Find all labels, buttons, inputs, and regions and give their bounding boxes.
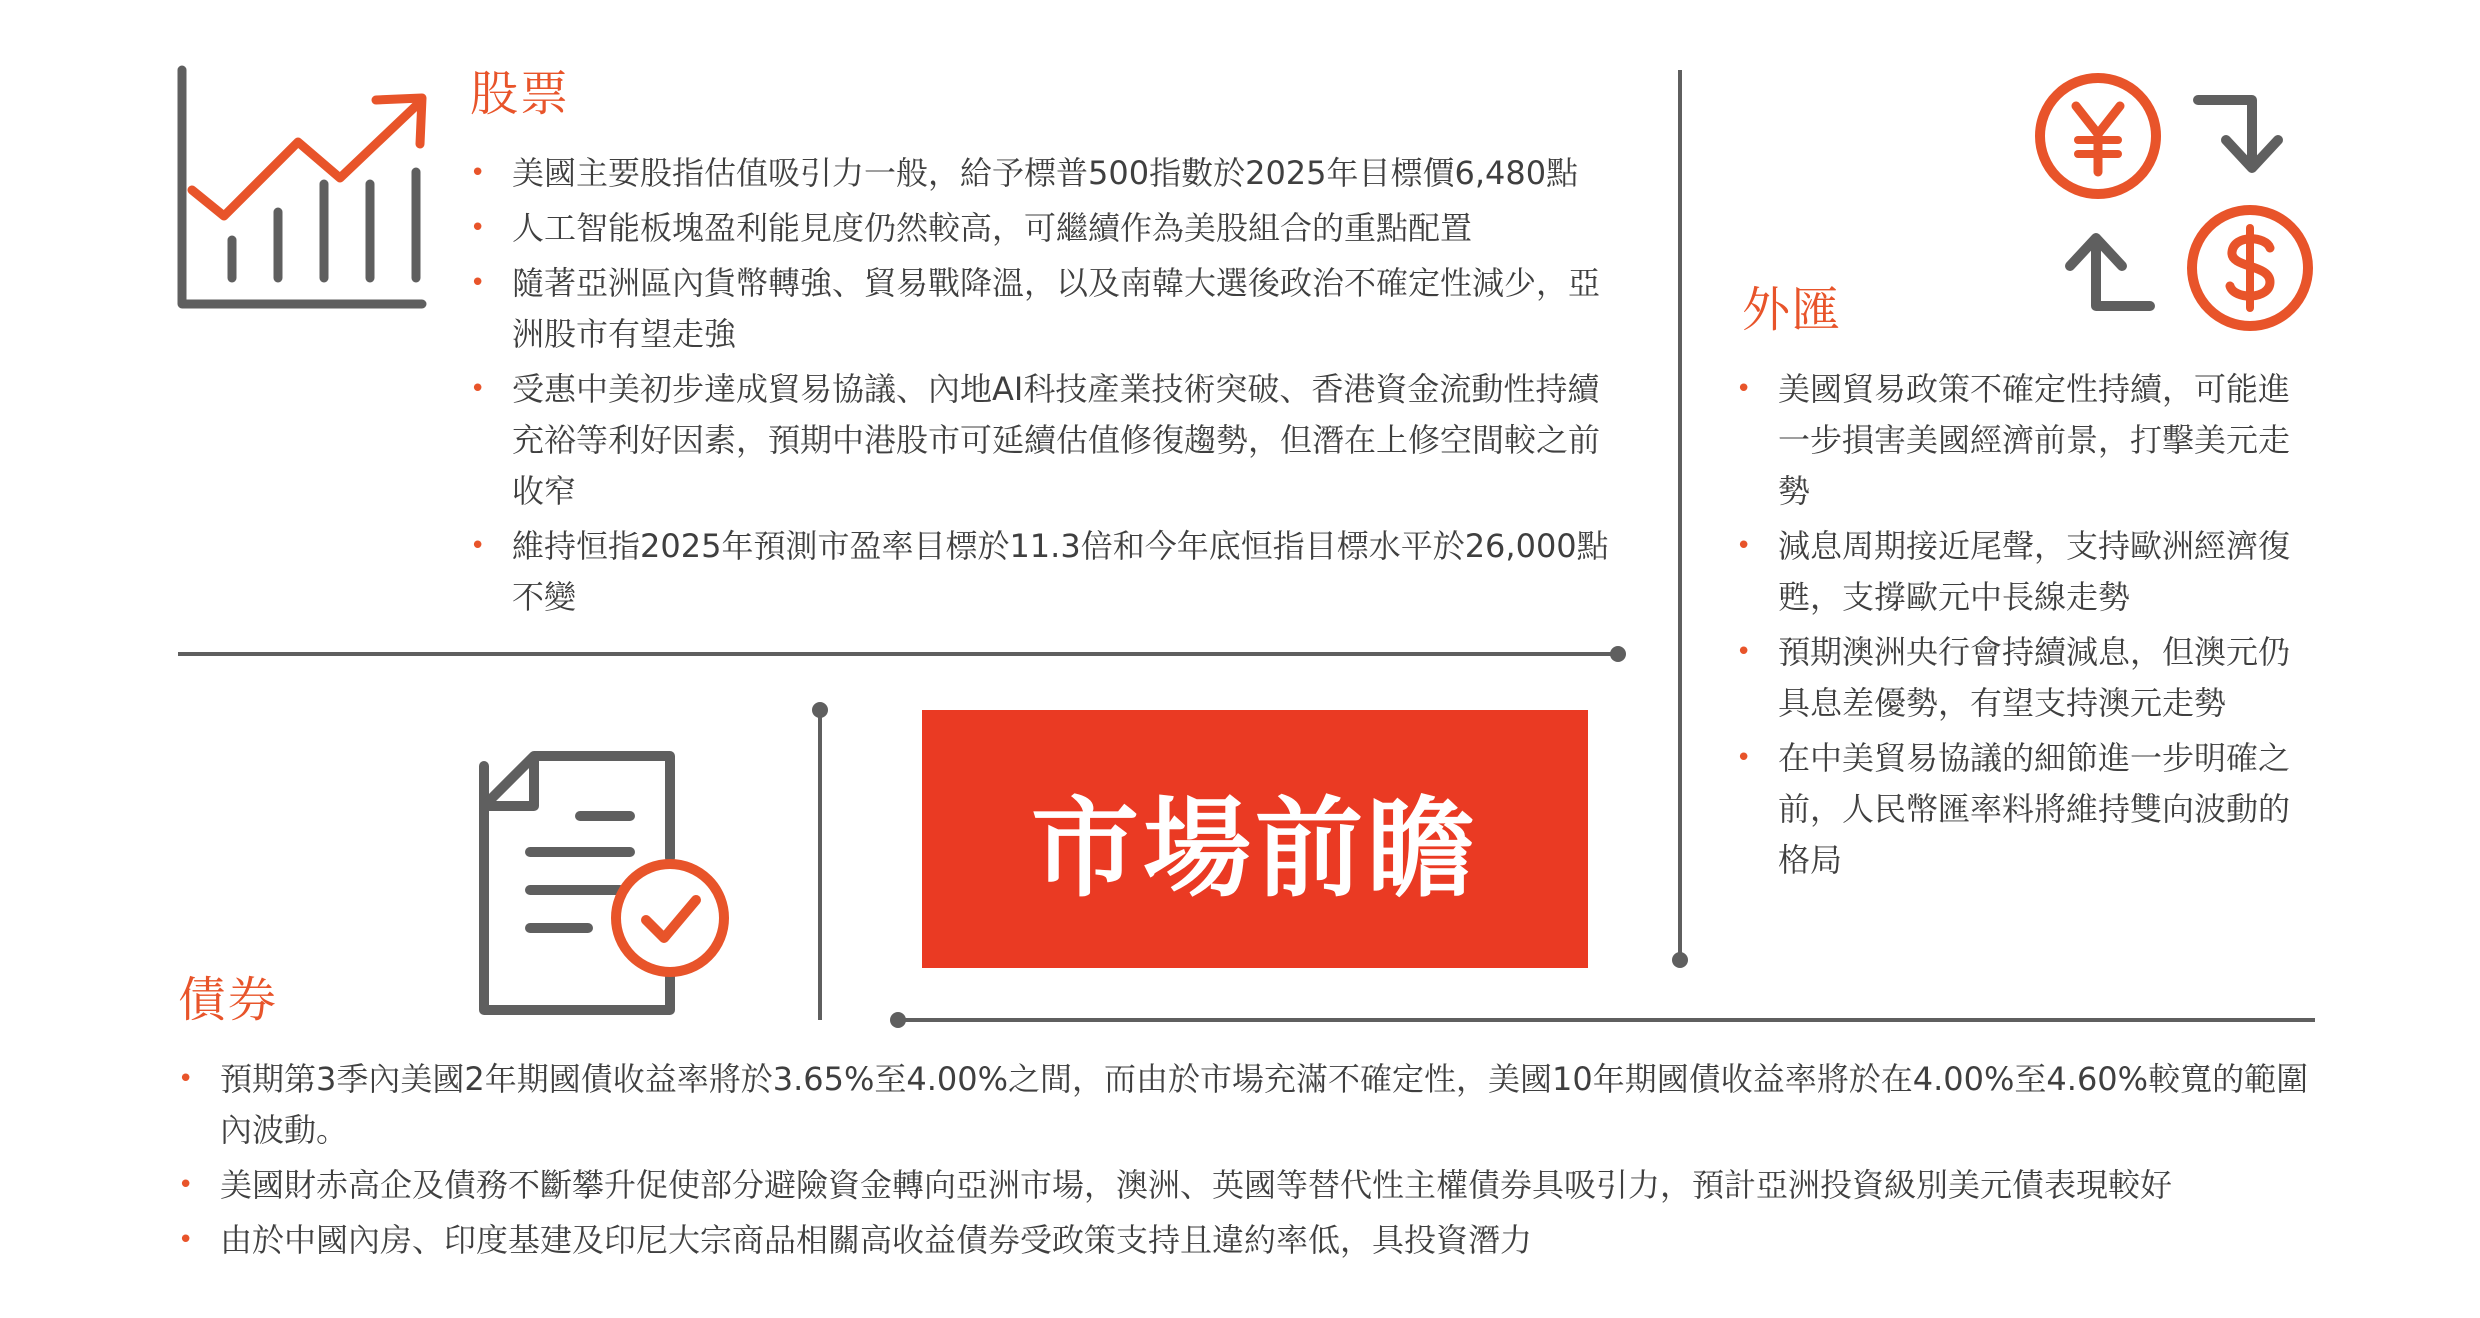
list-item: • 預期澳洲央行會持續減息，但澳元仍具息差優勢，有望支持澳元走勢 <box>1736 627 2316 729</box>
bonds-title: 債券 <box>178 972 279 1028</box>
list-item: • 隨著亞洲區內貨幣轉強、貿易戰降溫，以及南韓大選後政治不確定性減少，亞洲股市有望走強 <box>470 258 1620 360</box>
divider-knob <box>1610 646 1626 662</box>
bullet-dot: • <box>470 268 486 298</box>
vertical-divider-right <box>1678 70 1682 960</box>
horizontal-divider-bottom <box>900 1018 2315 1022</box>
bullet-dot: • <box>1736 374 1752 404</box>
bullet-dot: • <box>470 213 486 243</box>
horizontal-divider-middle <box>178 652 1618 656</box>
hero-banner <box>922 710 1588 968</box>
bullet-dot: • <box>470 374 486 404</box>
list-item: • 預期第3季內美國2年期國債收益率將於3.65%至4.00%之間，而由於市場充滿不確定性，美國10年期國債收益率將於在4.00%至4.60%較寬的範圍內波動。 <box>178 1054 2328 1156</box>
bonds-bullet-list <box>178 1054 2328 1270</box>
list-item: • 人工智能板塊盈利能見度仍然較高，可繼續作為美股組合的重點配置 <box>470 203 1620 254</box>
document-check-icon <box>470 740 740 1020</box>
bullet-dot: • <box>178 1225 194 1255</box>
list-item: • 減息周期接近尾聲，支持歐洲經濟復甦，支撐歐元中長線走勢 <box>1736 521 2316 623</box>
divider-knob <box>812 702 828 718</box>
bullet-dot: • <box>178 1064 194 1094</box>
list-item: • 美國財赤高企及債務不斷攀升促使部分避險資金轉向亞洲市場，澳洲、英國等替代性主權債券具吸引力，預計亞洲投資級別美元債表現較好 <box>178 1160 2328 1211</box>
currency-exchange-icon <box>2030 70 2330 340</box>
list-item: • 由於中國內房、印度基建及印尼大宗商品相關高收益債券受政策支持且違約率低，具投資潛力 <box>178 1215 2328 1266</box>
bullet-dot: • <box>1736 743 1752 773</box>
bullet-dot: • <box>470 531 486 561</box>
fx-bullet-list <box>1736 364 2316 890</box>
list-item: • 維持恒指2025年預測市盈率目標於11.3倍和今年底恒指目標水平於26,000點不變 <box>470 521 1620 623</box>
hero-title: 市場前瞻 <box>1030 786 1479 912</box>
stocks-bullet-list <box>470 148 1620 627</box>
list-item: • 受惠中美初步達成貿易協議、內地AI科技產業技術突破、香港資金流動性持續充裕等利好因素，預期中港股市可延續估值修復趨勢，但潛在上修空間較之前收窄 <box>470 364 1620 517</box>
divider-knob <box>1672 952 1688 968</box>
bullet-dot: • <box>470 158 486 188</box>
fx-title: 外匯 <box>1742 282 1843 338</box>
bullet-dot: • <box>1736 637 1752 667</box>
bullet-dot: • <box>178 1170 194 1200</box>
list-item: • 美國主要股指估值吸引力一般，給予標普500指數於2025年目標價6,480點 <box>470 148 1620 199</box>
list-item: • 美國貿易政策不確定性持續，可能進一步損害美國經濟前景，打擊美元走勢 <box>1736 364 2316 517</box>
rising-bar-chart-icon <box>170 60 440 320</box>
divider-knob <box>890 1012 906 1028</box>
bullet-dot: • <box>1736 531 1752 561</box>
stocks-title: 股票 <box>470 66 571 122</box>
list-item: • 在中美貿易協議的細節進一步明確之前，人民幣匯率料將維持雙向波動的格局 <box>1736 733 2316 886</box>
vertical-divider-center <box>818 712 822 1020</box>
